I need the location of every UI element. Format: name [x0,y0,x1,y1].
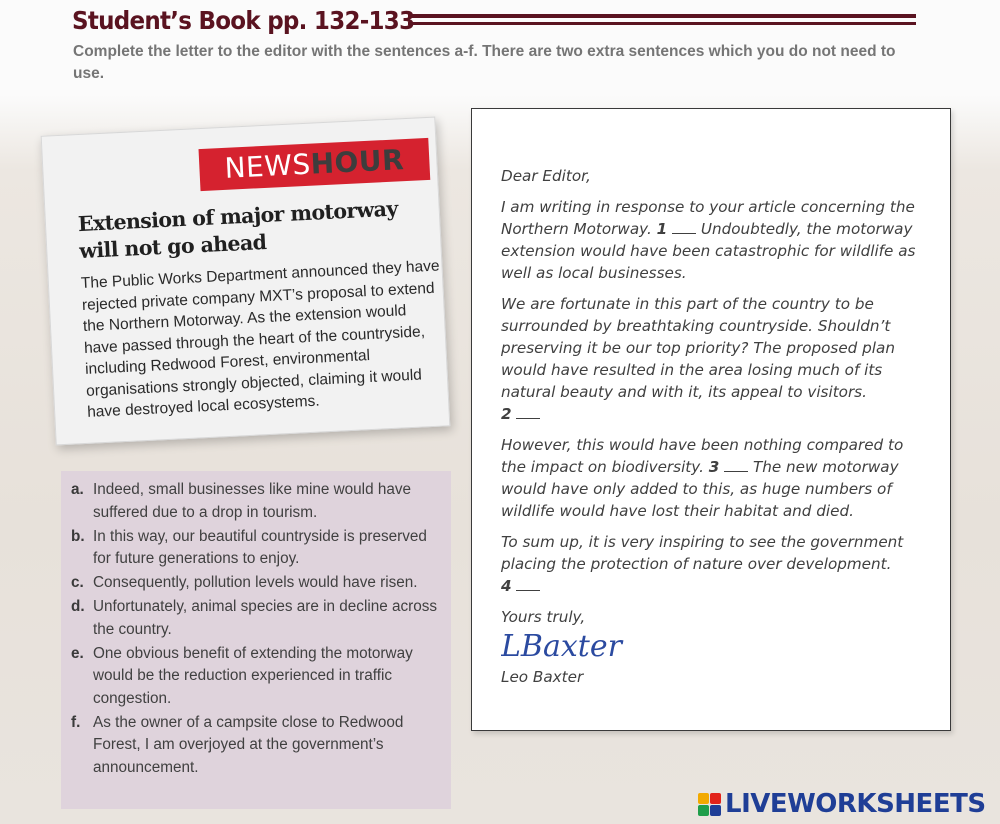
letter-text: We are fortunate in this part of the country to be surrounded by breathtaking countryside. Shouldn’t preserving it be our top priority? The proposed plan would have resulted in the area losing much of its natural beauty and with it, its appeal to visitors. [501,295,895,401]
option-d [71,596,439,641]
letter-paragraph-4 [501,531,930,597]
letter-paragraph-1 [501,196,930,284]
letter-text: Undoubtedly, the motorway extension would have been catastrophic for wildlife as well as local businesses. [501,220,916,282]
option-a [71,479,439,524]
answer-blank-2[interactable] [516,407,540,419]
gap-number-1: 1 [656,220,668,238]
logo-news: NEWS [223,147,312,185]
newspaper-clipping [41,117,451,446]
answer-blank-3[interactable] [724,460,748,472]
option-text: Unfortunately, animal species are in decline across the country. [93,598,438,638]
option-text: Indeed, small businesses like mine would have suffered due to a drop in tourism. [93,481,412,521]
option-text: One obvious benefit of extending the motorway would be the reduction experienced in traffic congestion. [93,644,413,707]
option-f [71,712,439,780]
letter-paragraph-2 [501,293,930,425]
option-letter: d. [71,598,85,615]
letter-text: To sum up, it is very inspiring to see the government placing the protection of nature over development. [501,533,904,573]
option-c [71,572,439,595]
signature-image [501,624,930,666]
gap-number-4: 4 [501,577,512,595]
letter-paragraph-3 [501,434,930,522]
letter-closing: Yours truly, [501,608,586,626]
news-headline: Extension of major motorway will not go ahead [77,196,399,264]
page-title: Student’s Book pp. 132-133 [72,6,415,35]
gap-number-2: 2 [501,405,512,423]
option-letter: c. [71,574,84,591]
answer-blank-4[interactable] [516,579,540,591]
liveworksheets-brand [698,788,986,820]
option-letter: e. [71,644,84,662]
option-letter: b. [71,527,85,545]
options-box [61,471,451,809]
option-text: Consequently, pollution levels would have risen. [93,574,418,591]
letter-signer-name: Leo Baxter [501,668,584,686]
letter-to-editor [471,108,951,731]
answer-blank-1[interactable] [672,222,696,234]
logo-hour: HOUR [309,143,405,181]
news-body: The Public Works Department announced they have rejected private company MXT’s proposal to extend the Northern Motorway. As the extension would have passed through the heart of the countryside, including Redwood Forest, environmental organisations strongly objected, claiming it would have destroyed local ecosystems. [80,257,440,421]
logo-tile [710,805,721,816]
option-text: As the owner of a campsite close to Redwood Forest, I am overjoyed at the government’s announcement. [93,713,404,776]
title-rule [408,14,916,25]
option-letter: f. [71,713,81,731]
option-b [71,526,439,571]
newshour-logo [199,138,431,191]
gap-number-3: 3 [708,458,720,476]
option-letter: a. [71,481,84,498]
logo-tile [710,793,721,804]
letter-text: I am writing in response to your article concerning the Northern Motorway. [501,198,915,238]
signature-text: LBaxter [501,629,622,664]
instructions: Complete the letter to the editor with the sentences a-f. There are two extra sentences which you do not need to use. [73,43,896,82]
liveworksheets-logo-icon [698,793,721,816]
logo-tile [698,805,709,816]
brand-text: LIVEWORKSHEETS [725,789,986,819]
letter-text: However, this would have been nothing compared to the impact on biodiversity. [501,436,904,476]
letter-greeting: Dear Editor, [501,167,591,185]
option-text: In this way, our beautiful countryside is preserved for future generations to enjoy. [93,527,427,567]
option-e [71,643,439,711]
letter-text: The new motorway would have only added to this, as huge numbers of wildlife would have lost their habitat and died. [501,458,899,520]
logo-tile [698,793,709,804]
